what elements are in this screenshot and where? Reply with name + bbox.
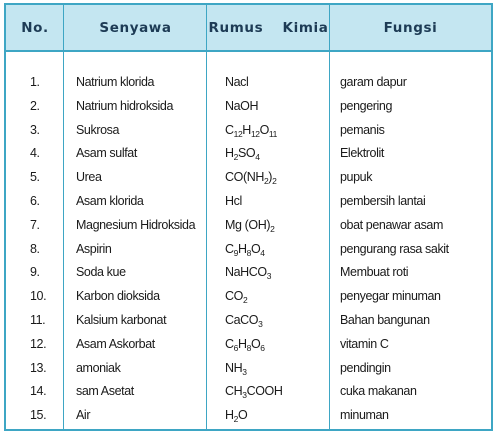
compound-function: minuman [340, 408, 389, 423]
formula-text: NaHCO [225, 265, 267, 280]
table-row [6, 94, 491, 118]
chemical-formula [225, 213, 274, 237]
formula-text: H [237, 336, 247, 351]
chemical-formula [225, 379, 283, 403]
formula-text: C [225, 336, 234, 351]
formula-subscript: 2 [233, 152, 238, 163]
compound-function: pendingin [340, 360, 391, 375]
formula-subscript: 3 [266, 271, 272, 282]
compound-name: Urea [76, 170, 102, 185]
formula-subscript: 2 [233, 414, 238, 425]
formula-subscript: 3 [242, 390, 247, 401]
formula-subscript: 8 [246, 342, 251, 353]
formula-subscript: 12 [233, 128, 243, 139]
compound-function: pengering [340, 98, 393, 113]
formula-text: O [237, 408, 248, 423]
row-number: 14. [30, 384, 47, 399]
table-row [6, 356, 491, 380]
compound-name: Asam sulfat [76, 146, 137, 161]
row-number: 3. [30, 122, 40, 137]
row-number: 8. [30, 241, 40, 256]
formula-text: C [225, 241, 234, 256]
compound-name: Soda kue [76, 265, 126, 280]
compound-name: Natrium hidroksida [76, 98, 174, 113]
compound-name: Kalsium karbonat [76, 313, 167, 327]
row-number: 12. [30, 336, 47, 351]
compound-name: Asam klorida [76, 194, 144, 208]
chemical-formula [225, 94, 258, 118]
table-row [6, 284, 491, 308]
compound-name: sam Asetat [76, 384, 134, 399]
table-row [6, 118, 491, 142]
compound-name: Sukrosa [76, 122, 120, 137]
formula-text: H [225, 146, 234, 161]
row-number: 6. [30, 194, 40, 208]
table-row [6, 165, 491, 189]
table-row [6, 189, 491, 213]
row-number: 7. [30, 217, 40, 232]
formula-text: SO [237, 146, 256, 161]
table-row [6, 403, 491, 427]
formula-text: O [250, 336, 261, 351]
chemical-formula [225, 165, 276, 189]
table-row [6, 141, 491, 165]
table-row [6, 332, 491, 356]
compound-name: Magnesium Hidroksida [76, 217, 196, 232]
compound-name: Air [76, 408, 91, 423]
compound-table [4, 3, 493, 431]
formula-text: H [237, 241, 247, 256]
formula-text: CO [225, 289, 243, 304]
formula-subscript: 12 [250, 128, 260, 139]
compound-function: Bahan bangunan [340, 313, 430, 327]
table-row [6, 213, 491, 237]
formula-text: O [259, 122, 269, 137]
formula-text: CaCO [225, 313, 259, 327]
compound-function: pupuk [340, 170, 373, 185]
compound-name: amoniak [76, 360, 121, 375]
compound-function: pemanis [340, 122, 385, 137]
compound-function: vitamin C [340, 336, 389, 351]
chemical-formula [225, 141, 260, 165]
formula-text: O [250, 241, 261, 256]
formula-text: COOH [246, 384, 283, 399]
chemical-formula [225, 356, 247, 380]
formula-text: NaOH [225, 98, 259, 113]
formula-subscript: 9 [233, 247, 238, 258]
chemical-formula [225, 70, 248, 94]
formula-subscript: 4 [260, 247, 265, 258]
row-number: 1. [30, 75, 40, 89]
compound-function: penyegar minuman [340, 289, 441, 304]
compound-function: Elektrolit [340, 146, 384, 161]
row-number: 15. [30, 408, 47, 423]
formula-text: ) [268, 170, 273, 185]
chemical-formula [225, 332, 265, 356]
formula-text: Nacl [225, 75, 249, 89]
header-no: No. [21, 19, 49, 36]
formula-subscript: 6 [233, 342, 238, 353]
compound-function: pengurang rasa sakit [340, 241, 449, 256]
chemical-formula [225, 189, 242, 213]
compound-function: Membuat roti [340, 265, 409, 280]
formula-subscript: 2 [242, 295, 248, 306]
compound-name: Karbon dioksida [76, 289, 160, 304]
formula-text: NH [225, 360, 243, 375]
formula-subscript: 8 [246, 247, 251, 258]
formula-subscript: 6 [260, 342, 265, 353]
chemical-formula [225, 237, 265, 261]
compound-function: garam dapur [340, 75, 407, 89]
table-row [6, 308, 491, 332]
row-number: 4. [30, 146, 40, 161]
formula-subscript: 2 [263, 176, 269, 187]
chemical-formula [225, 118, 277, 142]
formula-text: CH [225, 384, 243, 399]
compound-function: cuka makanan [340, 384, 417, 399]
formula-text: CO(NH [225, 170, 264, 185]
formula-text: Hcl [225, 194, 242, 208]
row-number: 2. [30, 98, 40, 113]
formula-subscript: 2 [270, 223, 275, 234]
compound-function: pembersih lantai [340, 194, 426, 208]
formula-text: Mg (OH) [225, 217, 271, 232]
table-row [6, 70, 491, 94]
header-fungsi: Fungsi [383, 19, 438, 36]
formula-text: H [242, 122, 251, 137]
row-number: 5. [30, 170, 40, 185]
compound-name: Natrium klorida [76, 75, 155, 89]
table-row [6, 379, 491, 403]
row-number: 9. [30, 265, 40, 280]
chemical-formula [225, 260, 271, 284]
formula-text: H [225, 408, 234, 423]
chemical-formula [225, 403, 247, 427]
compound-name: Aspirin [76, 241, 112, 256]
formula-subscript: 4 [255, 152, 260, 163]
table-header [6, 5, 491, 52]
row-number: 11. [30, 313, 46, 327]
header-senyawa: Senyawa [99, 19, 172, 36]
chemical-formula [225, 308, 262, 332]
formula-subscript: 3 [258, 319, 263, 329]
formula-subscript: 11 [268, 128, 277, 139]
compound-function: obat penawar asam [340, 217, 443, 232]
table-row [6, 260, 491, 284]
formula-subscript: 3 [242, 366, 247, 377]
chemical-formula [225, 284, 247, 308]
header-rumus-kimia: Rumus Kimia [208, 19, 329, 36]
table-row [6, 237, 491, 261]
row-number: 13. [30, 360, 47, 375]
formula-subscript: 2 [272, 176, 277, 187]
formula-text: C [225, 122, 234, 137]
compound-name: Asam Askorbat [76, 336, 155, 351]
row-number: 10. [30, 289, 47, 304]
